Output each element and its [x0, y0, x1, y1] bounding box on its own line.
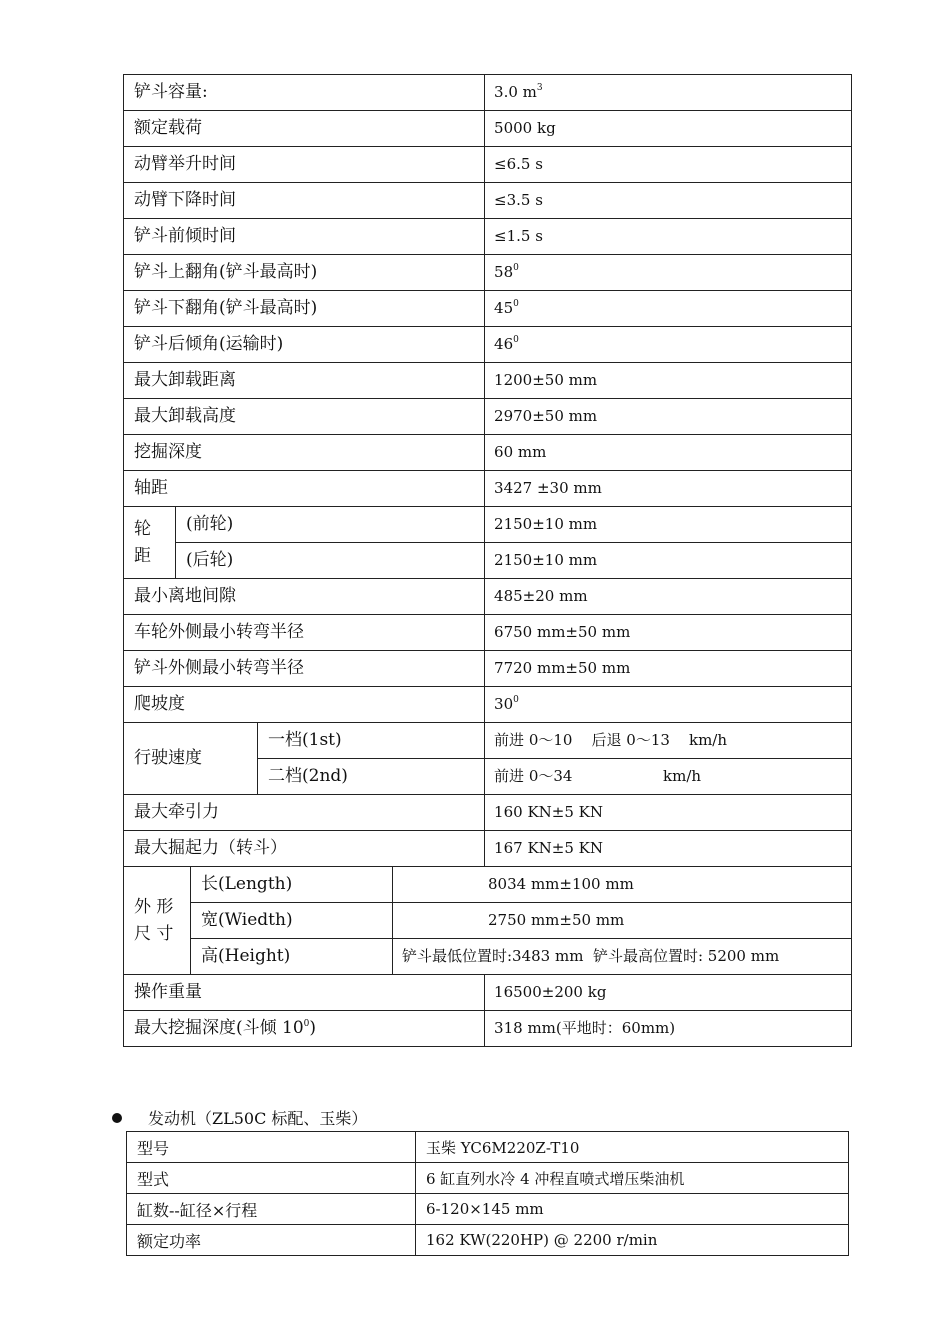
spec-value: 60 mm — [485, 435, 852, 471]
spec-label: 铲斗前倾时间 — [124, 219, 485, 255]
table-row — [124, 363, 852, 399]
spec-value: 铲斗最低位置时:3483 mm 铲斗最高位置时: 5200 mm — [393, 939, 852, 975]
spec-label: (后轮) — [176, 543, 485, 579]
spec-value: 8034 mm±100 mm — [393, 867, 852, 903]
table-row — [124, 903, 852, 939]
table-row — [124, 867, 852, 903]
table-row — [124, 939, 852, 975]
table-row — [124, 795, 852, 831]
engine-value: 6-120×145 mm — [416, 1194, 849, 1225]
spec-label: 额定载荷 — [124, 111, 485, 147]
spec-label: 最大挖掘深度(斗倾 $10^0$) — [124, 1011, 485, 1047]
spec-label: 最大牵引力 — [124, 795, 485, 831]
spec-value: ≤6.5 s — [485, 147, 852, 183]
spec-value: 2970±50 mm — [485, 399, 852, 435]
spec-label: 最小离地间隙 — [124, 579, 485, 615]
spec-label: 操作重量 — [124, 975, 485, 1011]
table-row — [124, 255, 852, 291]
spec-value: 160 KN±5 KN — [485, 795, 852, 831]
spec-value: 5000 kg — [485, 111, 852, 147]
spec-value: $45^0$ — [485, 291, 852, 327]
engine-label: 缸数--缸径×行程 — [127, 1194, 416, 1225]
table-row — [127, 1225, 849, 1256]
spec-value: 3427 ±30 mm — [485, 471, 852, 507]
spec-value: ≤1.5 s — [485, 219, 852, 255]
table-row — [124, 327, 852, 363]
spec-label: 轴距 — [124, 471, 485, 507]
table-row — [124, 111, 852, 147]
spec-value: 485±20 mm — [485, 579, 852, 615]
table-row — [124, 723, 852, 759]
engine-section-heading — [112, 1106, 367, 1129]
table-row — [124, 399, 852, 435]
spec-label: 挖掘深度 — [124, 435, 485, 471]
table-row — [124, 975, 852, 1011]
travel-speed-group-label: 行驶速度 — [124, 723, 258, 795]
spec-value: 2750 mm±50 mm — [393, 903, 852, 939]
spec-label: 长(Length) — [191, 867, 393, 903]
specification-table — [123, 74, 852, 1047]
engine-heading-text: 发动机（ZL50C 标配、玉柴） — [148, 1109, 368, 1128]
spec-label: 一档(1st) — [258, 723, 485, 759]
spec-label: 高(Height) — [191, 939, 393, 975]
spec-label: 铲斗容量: — [124, 75, 485, 111]
engine-label: 型号 — [127, 1132, 416, 1163]
spec-value: 7720 mm±50 mm — [485, 651, 852, 687]
table-row — [124, 147, 852, 183]
table-row — [124, 651, 852, 687]
spec-label: 宽(Wiedth) — [191, 903, 393, 939]
spec-value: 3.0 $m^3$ — [485, 75, 852, 111]
spec-value: 前进 0～34 km/h — [485, 759, 852, 795]
spec-label: (前轮) — [176, 507, 485, 543]
table-row — [124, 507, 852, 543]
spec-value: 167 KN±5 KN — [485, 831, 852, 867]
spec-value: $58^0$ — [485, 255, 852, 291]
spec-value: $46^0$ — [485, 327, 852, 363]
table-row — [124, 1011, 852, 1047]
engine-value: 162 KW(220HP) @ 2200 r/min — [416, 1225, 849, 1256]
table-row — [124, 831, 852, 867]
engine-value: 玉柴 YC6M220Z-T10 — [416, 1132, 849, 1163]
spec-value: 16500±200 kg — [485, 975, 852, 1011]
table-row — [124, 75, 852, 111]
spec-label: 铲斗外侧最小转弯半径 — [124, 651, 485, 687]
spec-label: 最大掘起力（转斗） — [124, 831, 485, 867]
table-row — [124, 435, 852, 471]
table-row — [124, 615, 852, 651]
table-row — [127, 1194, 849, 1225]
tread-group-label: 轮 距 — [124, 507, 176, 579]
spec-label: 最大卸载高度 — [124, 399, 485, 435]
spec-label: 最大卸载距离 — [124, 363, 485, 399]
spec-label: 动臂下降时间 — [124, 183, 485, 219]
table-row — [124, 687, 852, 723]
spec-value: ≤3.5 s — [485, 183, 852, 219]
table-row — [124, 183, 852, 219]
spec-label: 二档(2nd) — [258, 759, 485, 795]
spec-label: 车轮外侧最小转弯半径 — [124, 615, 485, 651]
spec-label: 动臂举升时间 — [124, 147, 485, 183]
spec-label: 铲斗下翻角(铲斗最高时) — [124, 291, 485, 327]
dimensions-group-label: 外 形 尺 寸 — [124, 867, 191, 975]
spec-value: $30^0$ — [485, 687, 852, 723]
engine-table — [126, 1131, 849, 1256]
table-row — [124, 579, 852, 615]
table-row — [124, 291, 852, 327]
table-row — [124, 219, 852, 255]
engine-label: 额定功率 — [127, 1225, 416, 1256]
spec-value: 2150±10 mm — [485, 543, 852, 579]
spec-value: 2150±10 mm — [485, 507, 852, 543]
table-row — [124, 543, 852, 579]
spec-value: 1200±50 mm — [485, 363, 852, 399]
spec-value: 6750 mm±50 mm — [485, 615, 852, 651]
spec-label: 铲斗后倾角(运输时) — [124, 327, 485, 363]
table-row — [127, 1132, 849, 1163]
spec-label: 爬坡度 — [124, 687, 485, 723]
spec-value: 前进 0～10 后退 0～13 km/h — [485, 723, 852, 759]
spec-label: 铲斗上翻角(铲斗最高时) — [124, 255, 485, 291]
table-row — [127, 1163, 849, 1194]
spec-value: 318 mm(平地时：60mm) — [485, 1011, 852, 1047]
table-row — [124, 471, 852, 507]
engine-label: 型式 — [127, 1163, 416, 1194]
bullet-icon — [112, 1113, 122, 1123]
engine-value: 6 缸直列水冷 4 冲程直喷式增压柴油机 — [416, 1163, 849, 1194]
